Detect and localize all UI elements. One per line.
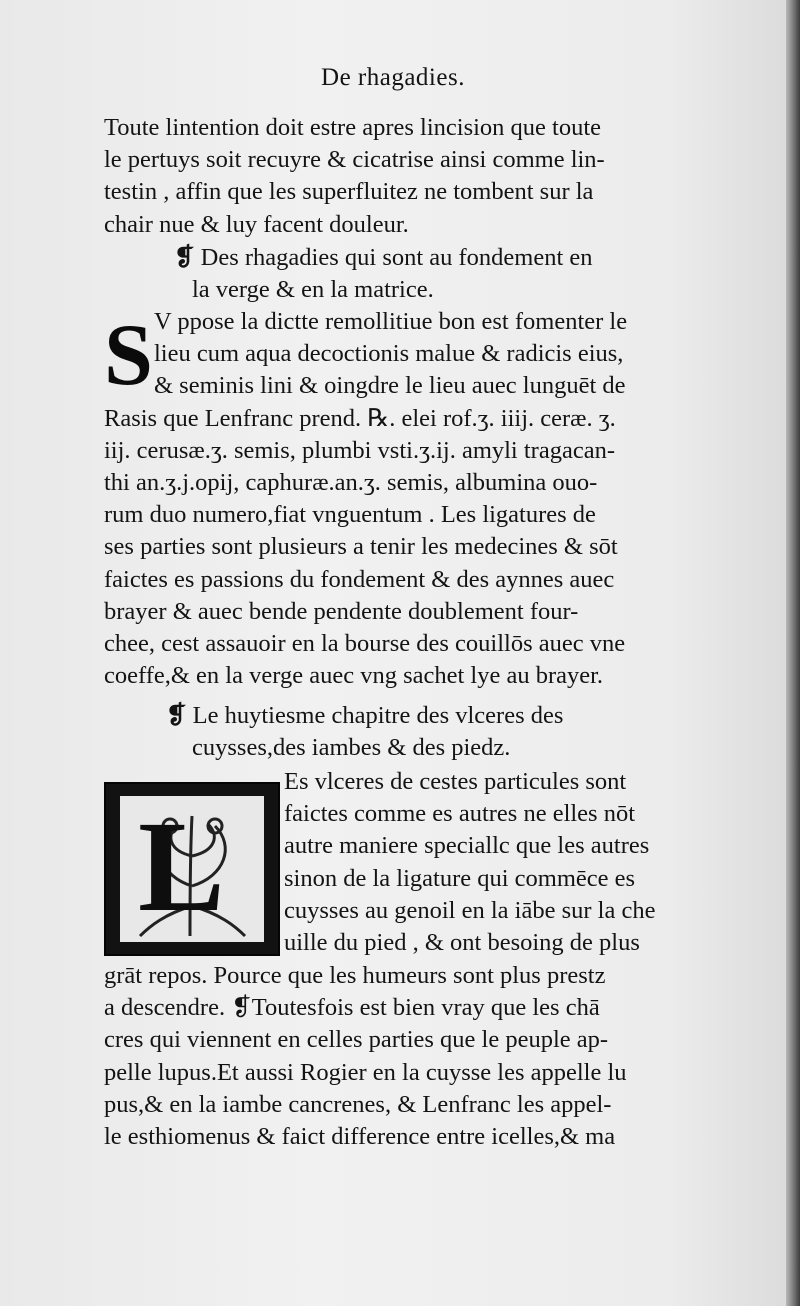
heading-line: la verge & en la matrice. <box>192 276 434 304</box>
text-line: testin , affin que les superfluitez ne tombent sur la <box>104 178 594 206</box>
paragraph-3 <box>104 960 724 1153</box>
text-line: ses parties sont plusieurs a tenir les medecines & sōt <box>104 533 618 561</box>
decorated-initial-l <box>104 782 280 956</box>
text-line: lieu cum aqua decoctionis malue & radicis eius, <box>154 340 624 368</box>
paragraph-2 <box>104 306 724 692</box>
text-line: sinon de la ligature qui commēce es <box>284 864 636 892</box>
paragraph-3-beside-initial <box>284 766 724 959</box>
text-line: iij. cerusæ.ʒ. semis, plumbi vsti.ʒ.ij. amyli tragacan- <box>104 436 615 464</box>
text-line: faictes es passions du fondement & des aynnes auec <box>104 565 615 593</box>
text-line: pelle lupus.Et aussi Rogier en la cuysse les appelle lu <box>104 1058 627 1086</box>
page-gutter <box>786 0 800 1306</box>
paragraph-1 <box>104 112 724 241</box>
heading-line: Des rhagadies qui sont au fondement en <box>200 244 593 271</box>
heading-line: cuysses,des iambes & des piedz. <box>192 734 511 762</box>
text-line: V ppose la dictte remollitiue bon est fomenter le <box>154 308 628 335</box>
section-heading-2 <box>104 700 724 764</box>
text-line: Toute lintention doit estre apres lincision que toute <box>104 114 602 141</box>
drop-initial-s: S <box>104 307 153 404</box>
text-line: brayer & auec bende pendente doublement four- <box>104 597 579 625</box>
text-line: Rasis que Lenfranc prend. ℞. elei rof.ʒ. iiij. ceræ. ʒ. <box>104 404 616 432</box>
text-line: cuysses au genoil en la iābe sur la che <box>284 896 656 924</box>
text-line: thi an.ʒ.j.opij, caphuræ.an.ʒ. semis, albumina ouo- <box>104 468 598 496</box>
text-line: faictes comme es autres ne elles nōt <box>284 800 636 828</box>
text-line: autre maniere speciallc que les autres <box>284 832 650 860</box>
pilcrow-mark: ❡ <box>174 244 195 271</box>
pilcrow-mark: ❡ <box>166 702 187 729</box>
text-line: rum duo numero,fiat vnguentum . Les ligatures de <box>104 501 596 529</box>
text-line: & seminis lini & oingdre le lieu auec lunguēt de <box>154 372 626 400</box>
text-line: a descendre. ❡Toutesfois est bien vray que les chā <box>104 994 600 1022</box>
text-line: le pertuys soit recuyre & cicatrise ainsi comme lin- <box>104 146 605 174</box>
section-heading-1 <box>104 242 724 306</box>
text-line: pus,& en la iambe cancrenes, & Lenfranc les appel- <box>104 1090 612 1118</box>
heading-line: Le huytiesme chapitre des vlceres des <box>192 702 564 729</box>
initial-letter: L <box>138 795 225 939</box>
text-line: cres qui viennent en celles parties que le peuple ap- <box>104 1026 609 1054</box>
text-line: uille du pied , & ont besoing de plus <box>284 928 640 956</box>
text-line: Es vlceres de cestes particules sont <box>284 768 627 795</box>
text-line: grāt repos. Pource que les humeurs sont plus prestz <box>104 962 606 989</box>
running-header: De rhagadies. <box>321 64 465 91</box>
initial-ornament-panel <box>120 796 264 942</box>
text-line: chair nue & luy facent douleur. <box>104 210 409 238</box>
text-line: chee, cest assauoir en la bourse des couillōs auec vne <box>104 629 626 657</box>
text-line: le esthiomenus & faict difference entre icelles,& ma <box>104 1122 616 1150</box>
text-line: coeffe,& en la verge auec vng sachet lye au brayer. <box>104 662 604 690</box>
